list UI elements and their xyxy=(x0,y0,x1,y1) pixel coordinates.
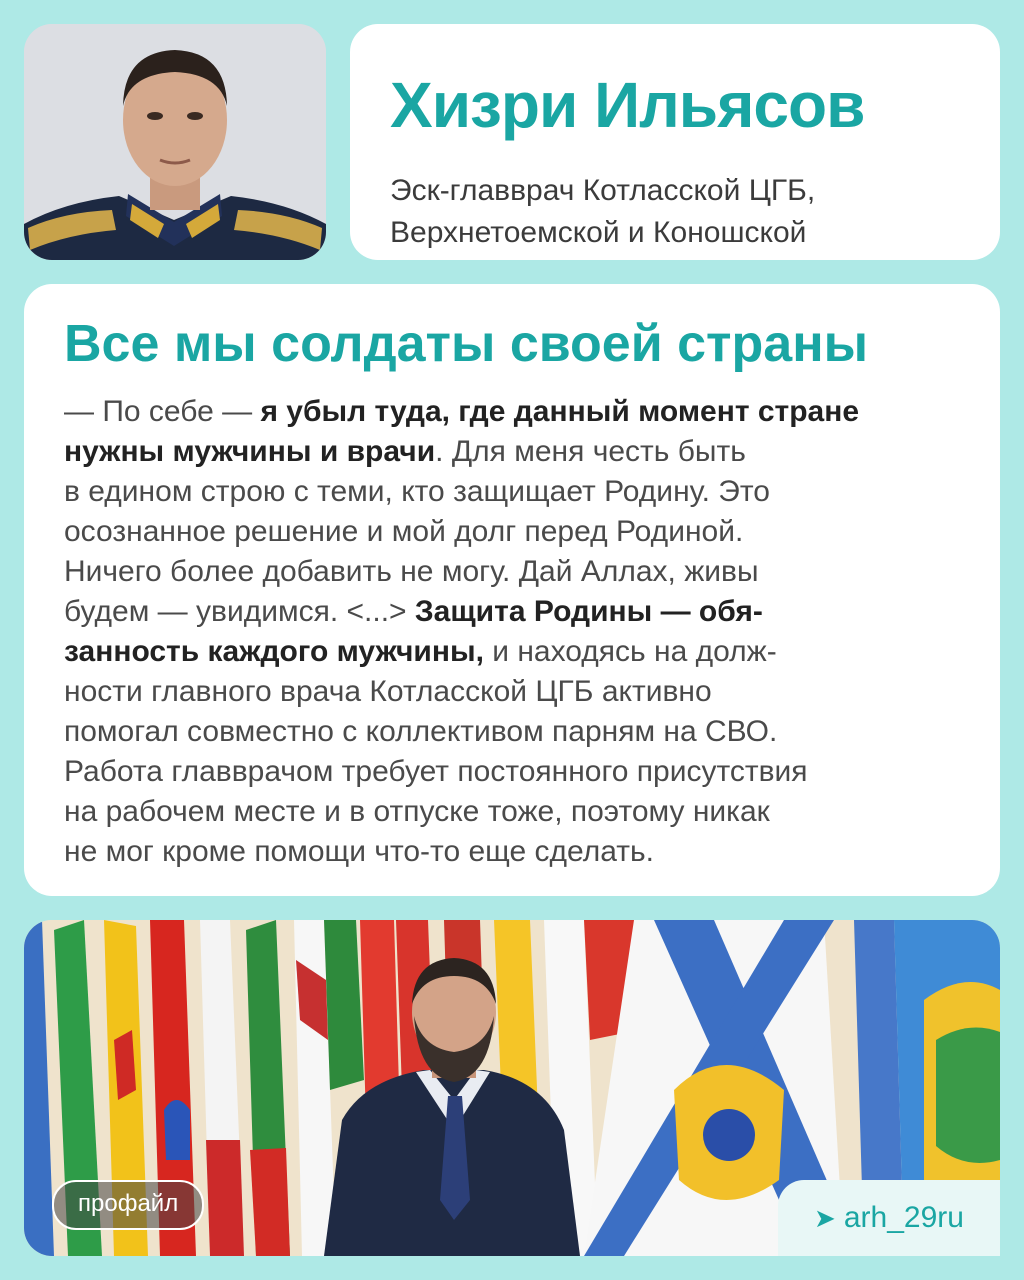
portrait-photo xyxy=(24,24,326,260)
quote-line: осознанное решение и мой долг перед Родиной. xyxy=(64,515,744,548)
quote-text: . Для меня честь быть xyxy=(435,435,746,468)
quote-text: — По себе — xyxy=(64,395,261,428)
quote-text: и находясь на долж- xyxy=(483,635,777,668)
quote-emphasis: нужны мужчины и врачи xyxy=(64,435,436,468)
quote-body xyxy=(64,392,984,872)
quote-line: в едином строю с теми, кто защищает Родину. Это xyxy=(64,475,770,508)
person-name: Хизри Ильясов xyxy=(390,69,865,141)
quote-emphasis: я убыл туда, где данный момент стране xyxy=(260,395,860,428)
quote-line: Ничего более добавить не могу. Дай Аллах, живы xyxy=(64,555,759,588)
quote-line xyxy=(64,632,984,672)
channel-name[interactable]: arh_29ru xyxy=(843,1201,964,1234)
person-role xyxy=(390,170,980,254)
role-line-2: Верхнетоемской и Коношской xyxy=(390,216,807,249)
quote-line: на рабочем месте и в отпуске тоже, поэтому никак xyxy=(64,795,770,828)
quote-line xyxy=(64,392,984,432)
channel-tag[interactable] xyxy=(778,1180,1000,1256)
quote-text: будем — увидимся. <...> xyxy=(64,595,415,628)
quote-title: Все мы солдаты своей страны xyxy=(64,315,869,373)
telegram-icon: ➤ xyxy=(814,1202,836,1233)
name-card xyxy=(350,24,1000,260)
role-line-1: Эск-главврач Котласской ЦГБ, xyxy=(390,174,816,207)
quote-emphasis: Защита Родины — обя- xyxy=(414,595,763,628)
quote-line: ности главного врача Котласской ЦГБ активно xyxy=(64,675,712,708)
quote-line xyxy=(64,432,984,472)
quote-emphasis: занность каждого мужчины, xyxy=(64,635,484,668)
quote-line: Работа главврачом требует постоянного присутствия xyxy=(64,755,808,788)
quote-card xyxy=(24,284,1000,896)
quote-line xyxy=(64,592,984,632)
quote-line: не мог кроме помощи что-то еще сделать. xyxy=(64,835,654,868)
profile-badge: профайл xyxy=(52,1180,204,1230)
quote-line: помогал совместно с коллективом парням на СВО. xyxy=(64,715,778,748)
